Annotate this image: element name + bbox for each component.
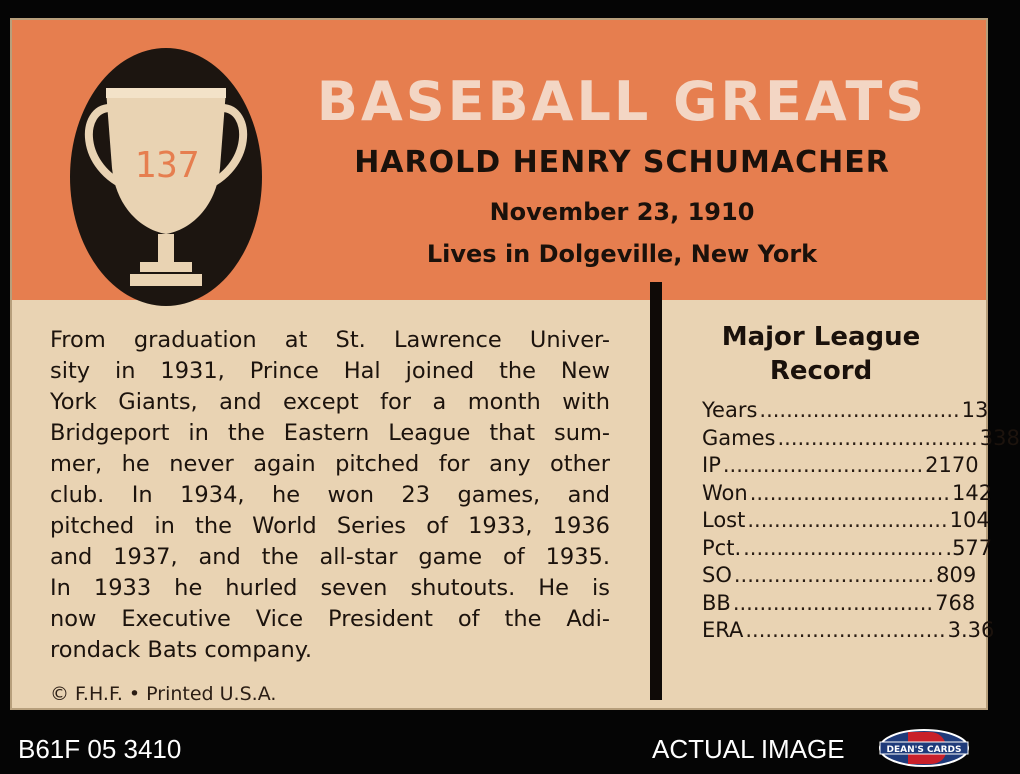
stat-row: BB .............................. 768 bbox=[702, 590, 976, 615]
stat-value: 142 bbox=[951, 480, 993, 505]
residence: Lives in Dolgeville, New York bbox=[426, 240, 818, 268]
biography bbox=[50, 325, 610, 666]
stats-table bbox=[702, 398, 1020, 646]
stat-value: .577 bbox=[945, 535, 993, 560]
stat-row: IP .............................. 2170 bbox=[702, 453, 979, 477]
stat-row: SO .............................. 809 bbox=[702, 563, 977, 587]
bio-line: club. In 1934, he won 23 games, and bbox=[50, 482, 610, 508]
card-number: 137 bbox=[134, 145, 200, 186]
series-title: BASEBALL GREATS bbox=[316, 70, 928, 133]
stat-value: 3.36 bbox=[947, 618, 995, 642]
birth-date: November 23, 1910 bbox=[489, 198, 755, 226]
player-name: HAROLD HENRY SCHUMACHER bbox=[354, 145, 890, 180]
copyright: © F.H.F. • Printed U.S.A. bbox=[50, 683, 277, 705]
stat-label: SO bbox=[702, 563, 732, 587]
bio-line: In 1933 he hurled seven shutouts. He is bbox=[50, 575, 610, 601]
bio-line: now Executive Vice President of the Adi- bbox=[50, 606, 610, 632]
bio-line: York Giants, and except for a month with bbox=[50, 389, 610, 415]
stat-value: 809 bbox=[936, 563, 977, 587]
bio-line: and 1937, and the all-star game of 1935. bbox=[50, 544, 610, 570]
bio-line: From graduation at St. Lawrence Univer- bbox=[50, 327, 610, 353]
stat-row: Won .............................. 142 bbox=[702, 480, 993, 505]
stat-row: Games .............................. 338 bbox=[702, 425, 1020, 450]
bio-line: Bridgeport in the Eastern League that sum- bbox=[50, 420, 610, 446]
stat-row: ERA .............................. 3.36 bbox=[702, 618, 995, 642]
record-title-line: Major League bbox=[721, 322, 921, 352]
cert-number: B61F 05 3410 bbox=[18, 734, 182, 764]
stat-value: 338 bbox=[979, 425, 1020, 450]
column-divider bbox=[650, 282, 662, 700]
record-title-line: Record bbox=[769, 356, 873, 386]
stat-label: Pct. bbox=[702, 535, 742, 560]
stat-value: 104 bbox=[949, 508, 990, 532]
image-note: ACTUAL IMAGE bbox=[652, 734, 845, 764]
stat-label: BB bbox=[702, 590, 731, 615]
stat-label: Years bbox=[702, 398, 758, 422]
logo-text: DEAN'S CARDS bbox=[886, 745, 962, 755]
stat-label: IP bbox=[702, 453, 721, 477]
stat-label: ERA bbox=[702, 618, 744, 642]
stat-row: Lost .............................. 104 bbox=[702, 508, 990, 532]
stat-label: Won bbox=[702, 480, 748, 505]
stat-label: Games bbox=[702, 425, 776, 450]
stat-label: Lost bbox=[702, 508, 746, 532]
bio-line: rondack Bats company. bbox=[50, 637, 312, 663]
deans-cards-logo bbox=[878, 728, 970, 768]
record-title bbox=[687, 320, 955, 388]
bio-line: sity in 1931, Prince Hal joined the New bbox=[50, 358, 610, 384]
bio-line: pitched in the World Series of 1933, 1936 bbox=[50, 513, 610, 539]
stat-value: 13 bbox=[961, 398, 989, 422]
stat-value: 768 bbox=[935, 590, 976, 615]
bio-line: mer, he never again pitched for any other bbox=[50, 451, 610, 477]
stat-row: Years .............................. 13 bbox=[702, 398, 989, 422]
stat-value: 2170 bbox=[925, 453, 979, 477]
stat-row: Pct. .............................. .577 bbox=[702, 535, 993, 560]
trading-card-back bbox=[10, 18, 1020, 710]
